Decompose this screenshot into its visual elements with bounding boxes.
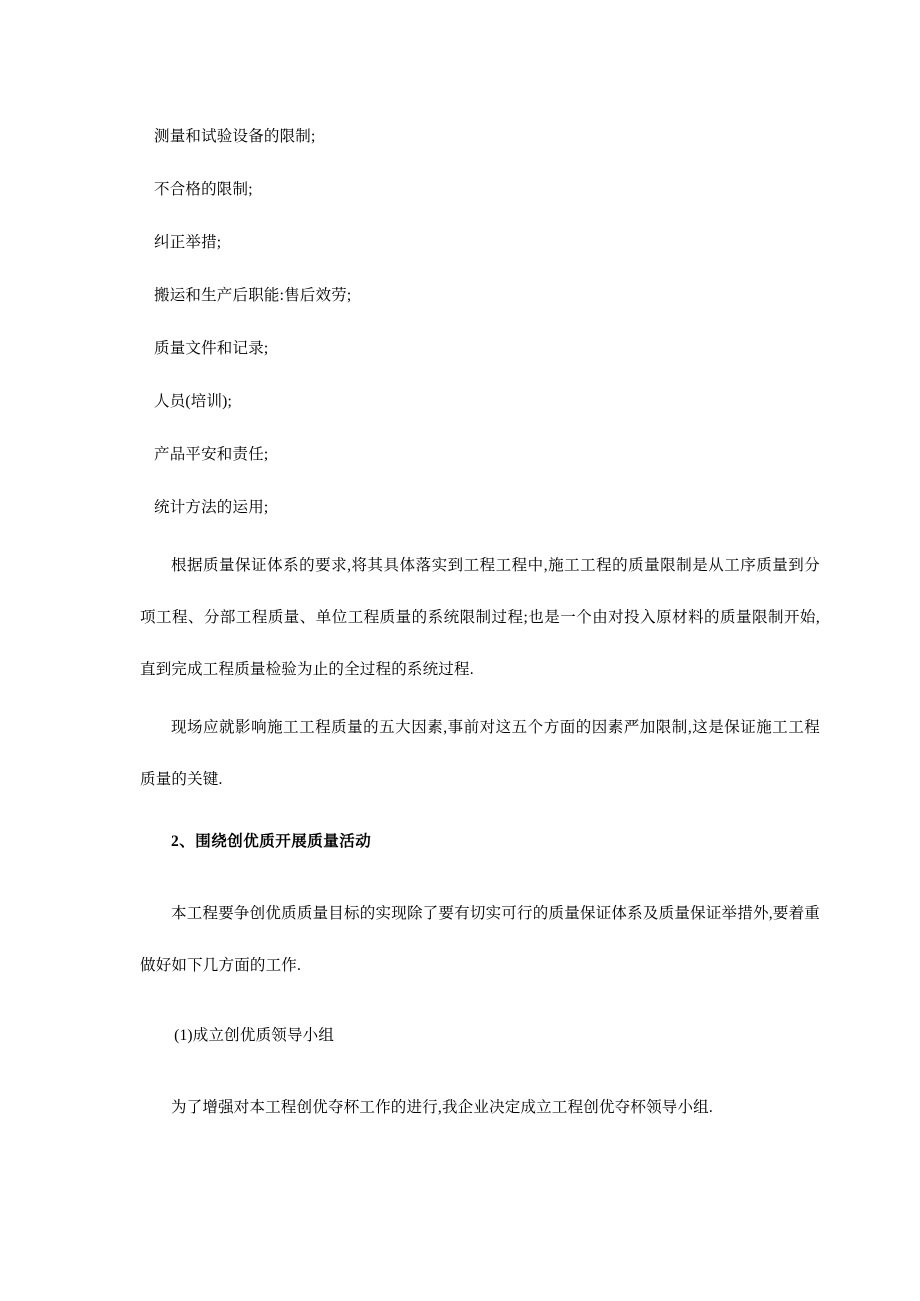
paragraph-quality-goal: 本工程要争创优质质量目标的实现除了要有切实可行的质量保证体系及质量保证举措外,要着重做好如下几方面的工作.: [140, 905, 820, 974]
list-item: 人员(培训);: [154, 393, 233, 410]
list-item: 产品平安和责任;: [154, 446, 269, 463]
paragraph-five-factors: 现场应就影响施工工程质量的五大因素,事前对这五个方面的因素严加限制,这是保证施工工程质量的关键.: [140, 719, 820, 788]
document-body: [140, 110, 820, 1134]
subsection-heading-leading-group: (1)成立创优质领导小组: [174, 1027, 335, 1044]
list-item: 搬运和生产后职能:售后效劳;: [154, 287, 352, 304]
list-item: 测量和试验设备的限制;: [154, 128, 316, 145]
section-heading-quality-activity: 2、围绕创优质开展质量活动: [171, 833, 372, 850]
list-item: 纠正举措;: [154, 234, 222, 251]
spacer: [140, 992, 820, 1006]
spacer: [140, 868, 820, 882]
list-item: 质量文件和记录;: [154, 340, 269, 357]
spacer: [140, 1062, 820, 1076]
list-item: 不合格的限制;: [154, 181, 253, 198]
list-item: 统计方法的运用;: [154, 499, 269, 516]
paragraph-quality-system: 根据质量保证体系的要求,将其具体落实到工程工程中,施工工程的质量限制是从工序质量到分项工程、分部工程质量、单位工程质量的系统限制过程;也是一个由对投入原材料的质量限制开始,直到完成工程质量检验为止的全过程的系统过程.: [140, 557, 820, 678]
paragraph-leading-group-detail: 为了增强对本工程创优夺杯工作的进行,我企业决定成立工程创优夺杯领导小组.: [171, 1099, 713, 1116]
